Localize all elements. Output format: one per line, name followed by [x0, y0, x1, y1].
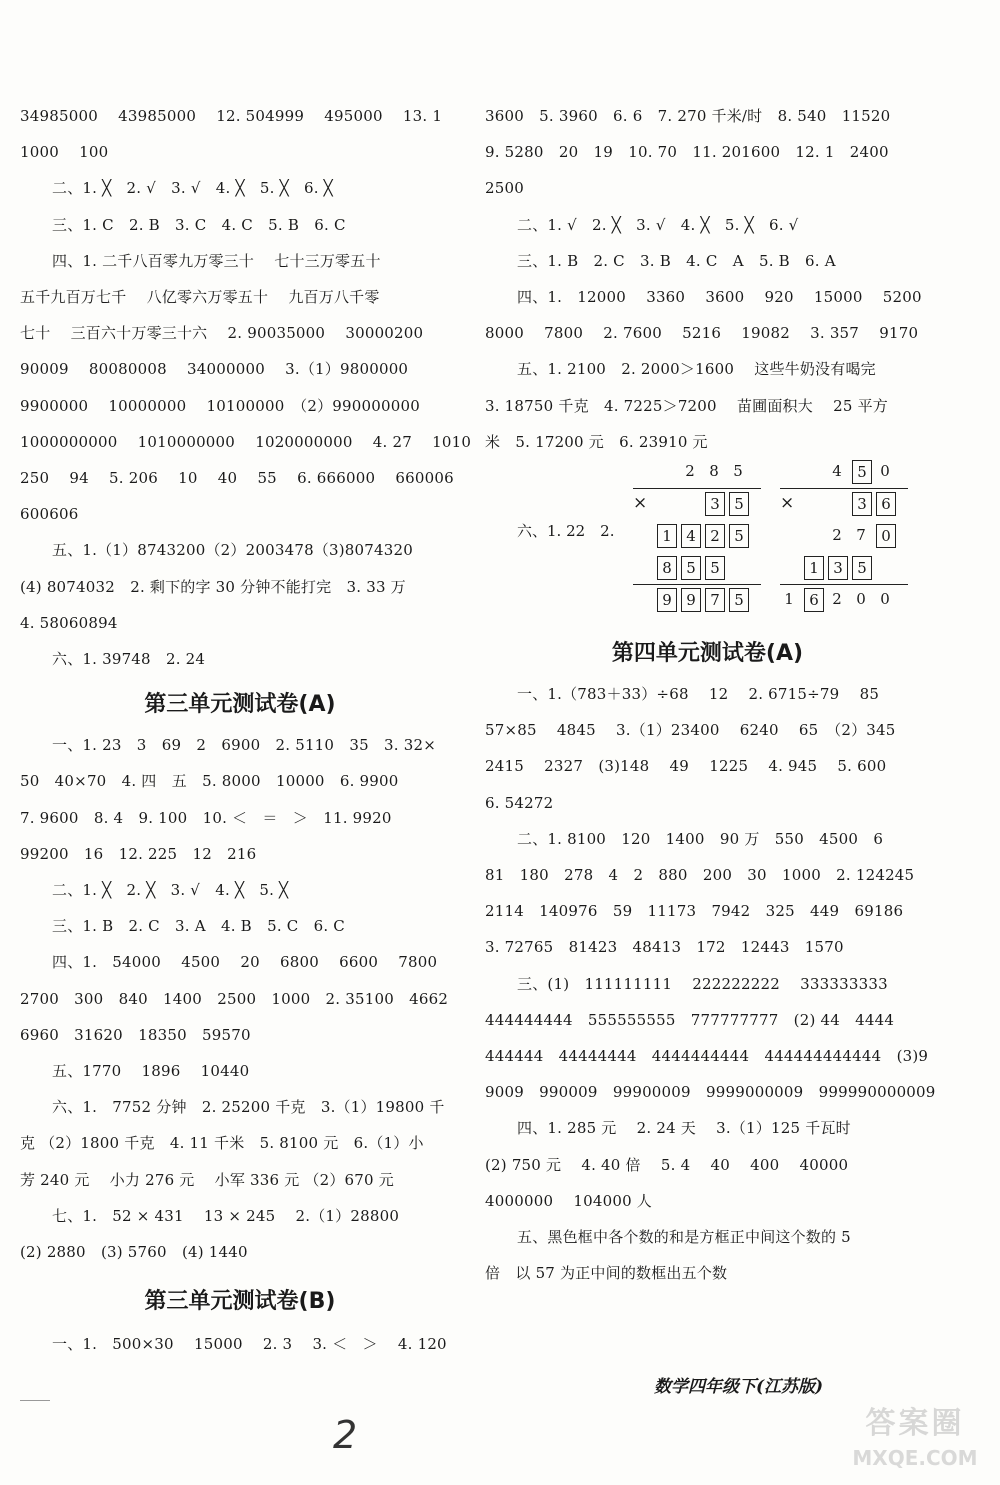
answer-line: 3600 5. 3960 6. 6 7. 270 千米/时 8. 540 11520	[485, 107, 891, 125]
answer-line: 二、1. ╳ 2. √ 3. √ 4. ╳ 5. ╳ 6. ╳	[52, 179, 333, 198]
answer-line: 1000 100	[20, 143, 109, 162]
answer-line: 七、1. 52 × 431 13 × 245 2.（1）28800	[52, 1206, 400, 1225]
answer-box-digit: 5	[729, 588, 749, 612]
answer-line: 六、1. 22 2.	[517, 522, 615, 541]
answer-line: 克 （2）1800 千克 4. 11 千米 5. 8100 元 6.（1）小	[20, 1134, 424, 1153]
digit: 5	[733, 462, 743, 481]
mult-row-r2	[780, 492, 900, 519]
answer-line: 芳 240 元 小力 276 元 小军 336 元 （2）670 元	[20, 1170, 394, 1189]
answer-line: 99200 16 12. 225 12 216	[20, 844, 257, 863]
digit: 2	[832, 526, 842, 545]
multiply-sign: ×	[633, 493, 648, 514]
answer-box-digit: 5	[729, 524, 749, 548]
answer-line: 444444444 555555555 777777777 (2) 44 4444	[485, 1010, 895, 1029]
answer-line: 米 5. 17200 元 6. 23910 元	[485, 432, 708, 451]
watermark-logo: 答案圈	[865, 1406, 965, 1441]
answer-box-digit: 7	[705, 588, 725, 612]
sum-line	[780, 488, 908, 489]
right-column	[485, 98, 936, 1291]
footer-book-title: 数学四年级下(江苏版)	[654, 1377, 824, 1397]
answer-line: 444444 44444444 4444444444 444444444444 (3)9	[485, 1047, 929, 1066]
answer-box-digit: 0	[876, 524, 896, 548]
answer-line: (2) 2880 (3) 5760 (4) 1440	[20, 1243, 248, 1262]
mult-row-res	[633, 588, 753, 615]
answer-line: 倍 以 57 为正中间的数框出五个数	[485, 1264, 728, 1283]
answer-line: 五千九百万七千 八亿零六万零五十 九百万八千零	[20, 288, 380, 307]
mult-row-r2	[633, 492, 753, 519]
digit: 8	[709, 462, 719, 481]
answer-box-digit: 1	[804, 556, 824, 580]
answer-line: 四、1. 12000 3360 3600 920 15000 5200	[517, 288, 922, 307]
footer-rule	[20, 1400, 50, 1401]
answer-line: 二、1. √ 2. ╳ 3. √ 4. ╳ 5. ╳ 6. √	[517, 215, 799, 234]
answer-line: 7. 9600 8. 4 9. 100 10. ＜ ＝ ＞ 11. 9920	[20, 808, 392, 827]
answer-box-digit: 6	[804, 588, 824, 612]
answer-line: 6. 54272	[485, 793, 554, 812]
answer-line: 六、1. 39748 2. 24	[52, 650, 206, 669]
mult-row-p1	[633, 524, 753, 551]
answer-line: 2700 300 840 1400 2500 1000 2. 35100 4662	[20, 989, 449, 1008]
answer-box-digit: 8	[657, 556, 677, 580]
answer-line: 一、1. 23 3 69 2 6900 2. 5110 35 3. 32×	[52, 736, 436, 755]
answer-box-digit: 5	[729, 492, 749, 516]
watermark-url: MXQE.COM	[852, 1446, 978, 1470]
section-title: 第三单元测试卷(B)	[144, 1289, 336, 1315]
answer-box-digit: 9	[681, 588, 701, 612]
answer-line: 4. 58060894	[20, 613, 118, 632]
answer-box-digit: 9	[657, 588, 677, 612]
sum-line	[633, 584, 761, 585]
digit: 2	[685, 462, 695, 481]
answer-line: 90009 80080008 34000000 3.（1）9800000	[20, 360, 409, 379]
answer-line: 9009 990009 99900009 9999000009 999990000009	[485, 1083, 936, 1102]
answer-box-digit: 3	[828, 556, 848, 580]
answer-line: 2114 140976 59 11173 7942 325 449 69186	[485, 902, 904, 921]
answer-line: 8000 7800 2. 7600 5216 19082 3. 357 9170	[485, 324, 919, 343]
answer-box-digit: 5	[852, 460, 872, 484]
answer-line: 七十 三百六十万零三十六 2. 90035000 30000200	[20, 324, 424, 343]
answer-line: 57×85 4845 3.（1）23400 6240 65 （2）345	[485, 721, 896, 740]
mult-row-res	[780, 588, 900, 615]
answer-box-digit: 5	[681, 556, 701, 580]
digit: 0	[880, 462, 890, 481]
mult-row-p2	[633, 556, 753, 583]
answer-line: 五、1770 1896 10440	[52, 1062, 250, 1081]
mult-row-p2	[780, 556, 900, 583]
sum-line	[633, 488, 761, 489]
answer-box-digit: 6	[876, 492, 896, 516]
answer-line: 2500	[485, 179, 524, 198]
answer-line: 六、1. 7752 分钟 2. 25200 千克 3.（1）19800 千	[52, 1098, 445, 1117]
mult-row-p1	[780, 524, 900, 551]
answer-line: 34985000 43985000 12. 504999 495000 13. 1	[20, 107, 443, 125]
digit: 0	[880, 590, 890, 609]
answer-line: 五、黑色框中各个数的和是方框正中间这个数的 5	[517, 1228, 851, 1247]
answer-line: 6960 31620 18350 59570	[20, 1025, 251, 1044]
digit: 4	[832, 462, 842, 481]
answer-line: 一、1.（783＋33）÷68 12 2. 6715÷79 85	[517, 685, 880, 704]
answer-box-digit: 4	[681, 524, 701, 548]
answer-box-digit: 2	[705, 524, 725, 548]
left-column	[20, 98, 472, 1363]
answer-line: 600606	[20, 505, 79, 524]
answer-box-digit: 3	[705, 492, 725, 516]
answer-box-digit: 5	[852, 556, 872, 580]
answer-line: (2) 750 元 4. 40 倍 5. 4 40 400 40000	[485, 1155, 849, 1174]
answer-line: 250 94 5. 206 10 40 55 6. 666000 660006	[20, 469, 454, 488]
answer-line: 二、1. ╳ 2. ╳ 3. √ 4. ╳ 5. ╳	[52, 881, 289, 900]
answer-box-digit: 3	[852, 492, 872, 516]
digit: 1	[784, 590, 794, 609]
answer-line: 四、1. 54000 4500 20 6800 6600 7800	[52, 953, 438, 972]
answer-line: 81 180 278 4 2 880 200 30 1000 2. 124245	[485, 866, 915, 885]
mult-row-r1	[633, 460, 753, 487]
answer-line: 3. 72765 81423 48413 172 12443 1570	[485, 938, 844, 957]
answer-line: 三、1. C 2. B 3. C 4. C 5. B 6. C	[52, 215, 346, 234]
answer-line: 三、(1) 111111111 222222222 333333333	[517, 974, 888, 993]
section-title: 第四单元测试卷(A)	[611, 641, 804, 667]
mult-row-r1	[780, 460, 900, 487]
answer-box-digit: 1	[657, 524, 677, 548]
answer-line: 四、1. 二千八百零九万零三十 七十三万零五十	[52, 251, 381, 270]
answer-line: 三、1. B 2. C 3. A 4. B 5. C 6. C	[52, 917, 345, 936]
answer-line: 50 40×70 4. 四 五 5. 8000 10000 6. 9900	[20, 772, 399, 791]
page-number: 2	[333, 1413, 358, 1457]
answer-line: 四、1. 285 元 2. 24 天 3.（1）125 千瓦时	[517, 1119, 851, 1138]
section-title: 第三单元测试卷(A)	[144, 692, 336, 718]
answer-line: 9900000 10000000 10100000 （2）990000000	[20, 396, 420, 415]
vertical-multiplication-block	[485, 460, 930, 620]
sum-line	[780, 584, 908, 585]
digit: 7	[856, 526, 866, 545]
answer-line: 二、1. 8100 120 1400 90 万 550 4500 6	[517, 829, 884, 848]
answer-line: 3. 18750 千克 4. 7225＞7200 苗圃面积大 25 平方	[485, 396, 888, 415]
answer-line: 4000000 104000 人	[485, 1191, 653, 1210]
answer-line: 五、1. 2100 2. 2000＞1600 这些牛奶没有喝完	[517, 360, 876, 379]
answer-line: 2415 2327 (3)148 49 1225 4. 945 5. 600	[485, 757, 887, 776]
multiply-sign: ×	[780, 493, 795, 514]
answer-box-digit: 5	[705, 556, 725, 580]
watermark	[835, 1398, 995, 1480]
answer-line: 三、1. B 2. C 3. B 4. C A 5. B 6. A	[517, 251, 836, 270]
answer-line: (4) 8074032 2. 剩下的字 30 分钟不能打完 3. 33 万	[20, 577, 406, 596]
digit: 0	[856, 590, 866, 609]
digit: 2	[832, 590, 842, 609]
answer-line: 1000000000 1010000000 1020000000 4. 27 1010	[20, 432, 472, 451]
answer-line: 一、1. 500×30 15000 2. 3 3. ＜ ＞ 4. 120	[52, 1335, 447, 1354]
answer-line: 五、1.（1）8743200（2）2003478（3)8074320	[52, 541, 414, 560]
answer-line: 9. 5280 20 19 10. 70 11. 201600 12. 1 2400	[485, 143, 889, 162]
